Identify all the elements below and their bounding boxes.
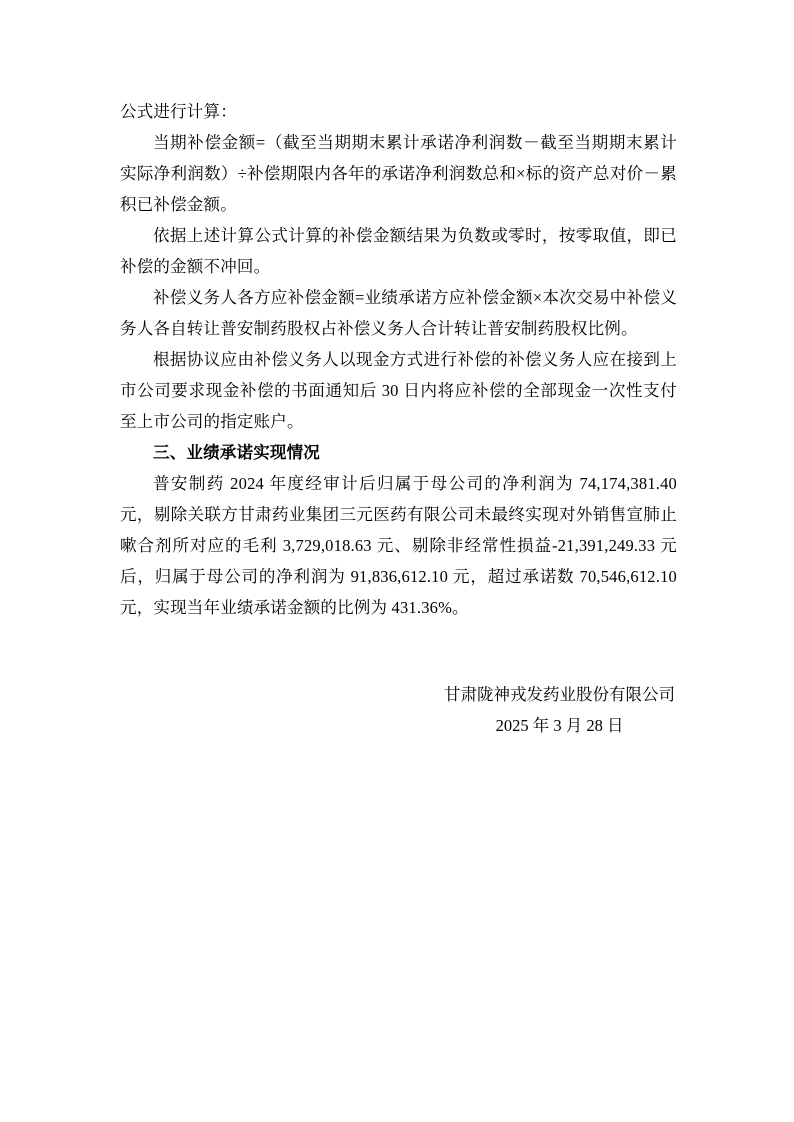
signature-block — [444, 679, 675, 741]
section-heading: 三、业绩承诺实现情况 — [153, 443, 320, 462]
paragraph: 公式进行计算： — [120, 102, 237, 121]
paragraph-list — [120, 96, 677, 623]
paragraph: 依据上述计算公式计算的补偿金额结果为负数或零时，按零取值，即已补偿的金额不冲回。 — [120, 226, 677, 276]
paragraph: 普安制药 2024 年度经审计后归属于母公司的净利润为 74,174,381.40 元，剔除关联方甘肃药业集团三元医药有限公司未最终实现对外销售宣肺止嗽合剂所对应的毛利 3,729,018.63 元、剔除非经常性损益-21,391,249.33 元后，归属于母公司的净利润为 91,836,612.10 元，超过承诺数 70,546,612.10 元，实现当年业绩承诺金额的比例为 431.36%。 — [120, 474, 677, 617]
document-body — [120, 96, 677, 741]
paragraph: 补偿义务人各方应补偿金额=业绩承诺方应补偿金额×本次交易中补偿义务人各自转让普安制药股权占补偿义务人合计转让普安制药股权比例。 — [120, 288, 677, 338]
paragraph: 根据协议应由补偿义务人以现金方式进行补偿的补偿义务人应在接到上市公司要求现金补偿的书面通知后 30 日内将应补偿的全部现金一次性支付至上市公司的指定账户。 — [120, 350, 677, 431]
signature-date: 2025 年 3 月 28 日 — [495, 716, 624, 735]
paragraph: 当期补偿金额=（截至当期期末累计承诺净利润数－截至当期期末累计实际净利润数）÷补偿期限内各年的承诺净利润数总和×标的资产总对价－累积已补偿金额。 — [120, 133, 677, 214]
signature-company: 甘肃陇神戎发药业股份有限公司 — [444, 685, 675, 704]
